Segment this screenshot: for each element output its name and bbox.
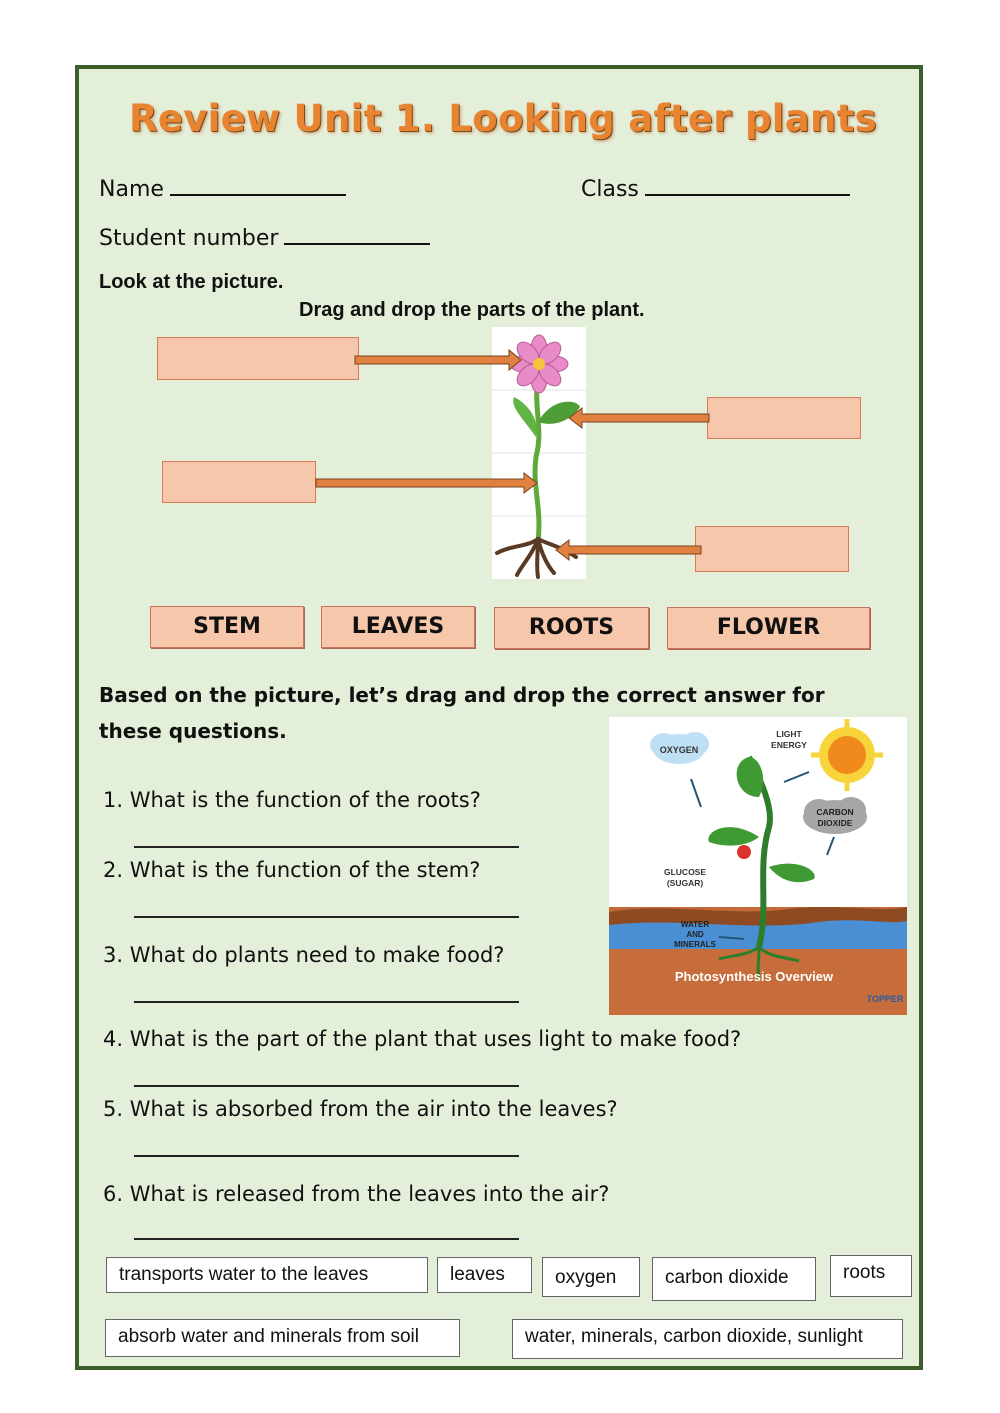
label-glucose: GLUCOSE (663, 867, 707, 877)
label-minerals: MINERALS (674, 940, 716, 949)
answer-chip-absorb[interactable]: absorb water and minerals from soil (105, 1319, 460, 1357)
arrow-to-stem (316, 473, 537, 493)
answer-chip-leaves[interactable]: leaves (437, 1257, 532, 1293)
label-and: AND (686, 930, 704, 939)
answer-line-3[interactable] (134, 1001, 519, 1003)
student-number-label: Student number (99, 226, 279, 251)
question-2: 2. What is the function of the stem? (103, 858, 481, 882)
answer-line-6[interactable] (134, 1238, 519, 1240)
question-3: 3. What do plants need to make food? (103, 943, 505, 967)
arrow-to-roots (556, 540, 701, 560)
photosynthesis-diagram (609, 717, 907, 1015)
diagram-caption: Photosynthesis Overview (674, 969, 834, 984)
arrow-to-flower (355, 350, 521, 370)
answer-line-5[interactable] (134, 1155, 519, 1157)
label-dioxide: DIOXIDE (817, 818, 853, 828)
questions-intro-line2: these questions. (99, 719, 287, 743)
answer-chip-oxygen[interactable]: oxygen (542, 1257, 640, 1297)
answer-chip-roots[interactable]: roots (830, 1255, 912, 1297)
label-carbon: CARBON (816, 807, 854, 817)
page-title: Review Unit 1. Looking after plants (129, 97, 877, 140)
questions-intro-line1: Based on the picture, let’s drag and drop the correct answer for (99, 683, 825, 707)
answer-line-1[interactable] (134, 846, 519, 848)
drag-instruction: Drag and drop the parts of the plant. (299, 299, 645, 321)
label-sugar: (SUGAR) (666, 878, 704, 888)
label-stem[interactable]: STEM (150, 606, 304, 648)
label-water: WATER (680, 920, 710, 929)
answer-chip-carbon-dioxide[interactable]: carbon dioxide (652, 1257, 816, 1301)
label-energy: ENERGY (771, 740, 807, 750)
class-label: Class (581, 177, 639, 202)
question-4: 4. What is the part of the plant that uses light to make food? (103, 1027, 742, 1051)
pointer-arrows (79, 69, 927, 629)
answer-line-4[interactable] (134, 1085, 519, 1087)
label-flower[interactable]: FLOWER (667, 607, 870, 649)
label-oxygen: OXYGEN (659, 745, 699, 755)
answer-chip-needs[interactable]: water, minerals, carbon dioxide, sunlight (512, 1319, 903, 1359)
question-1: 1. What is the function of the roots? (103, 788, 481, 812)
label-light: LIGHT (776, 729, 802, 739)
worksheet (75, 65, 923, 1370)
answer-line-2[interactable] (134, 916, 519, 918)
answer-chip-transports[interactable]: transports water to the leaves (106, 1257, 428, 1293)
name-label: Name (99, 177, 164, 202)
question-6: 6. What is released from the leaves into the air? (103, 1182, 610, 1206)
topper-logo: TOPPER (866, 994, 904, 1004)
label-roots[interactable]: ROOTS (494, 607, 649, 649)
question-5: 5. What is absorbed from the air into the leaves? (103, 1097, 618, 1121)
look-instruction: Look at the picture. (99, 271, 284, 293)
label-leaves[interactable]: LEAVES (321, 606, 475, 648)
arrow-to-leaves (569, 408, 709, 428)
